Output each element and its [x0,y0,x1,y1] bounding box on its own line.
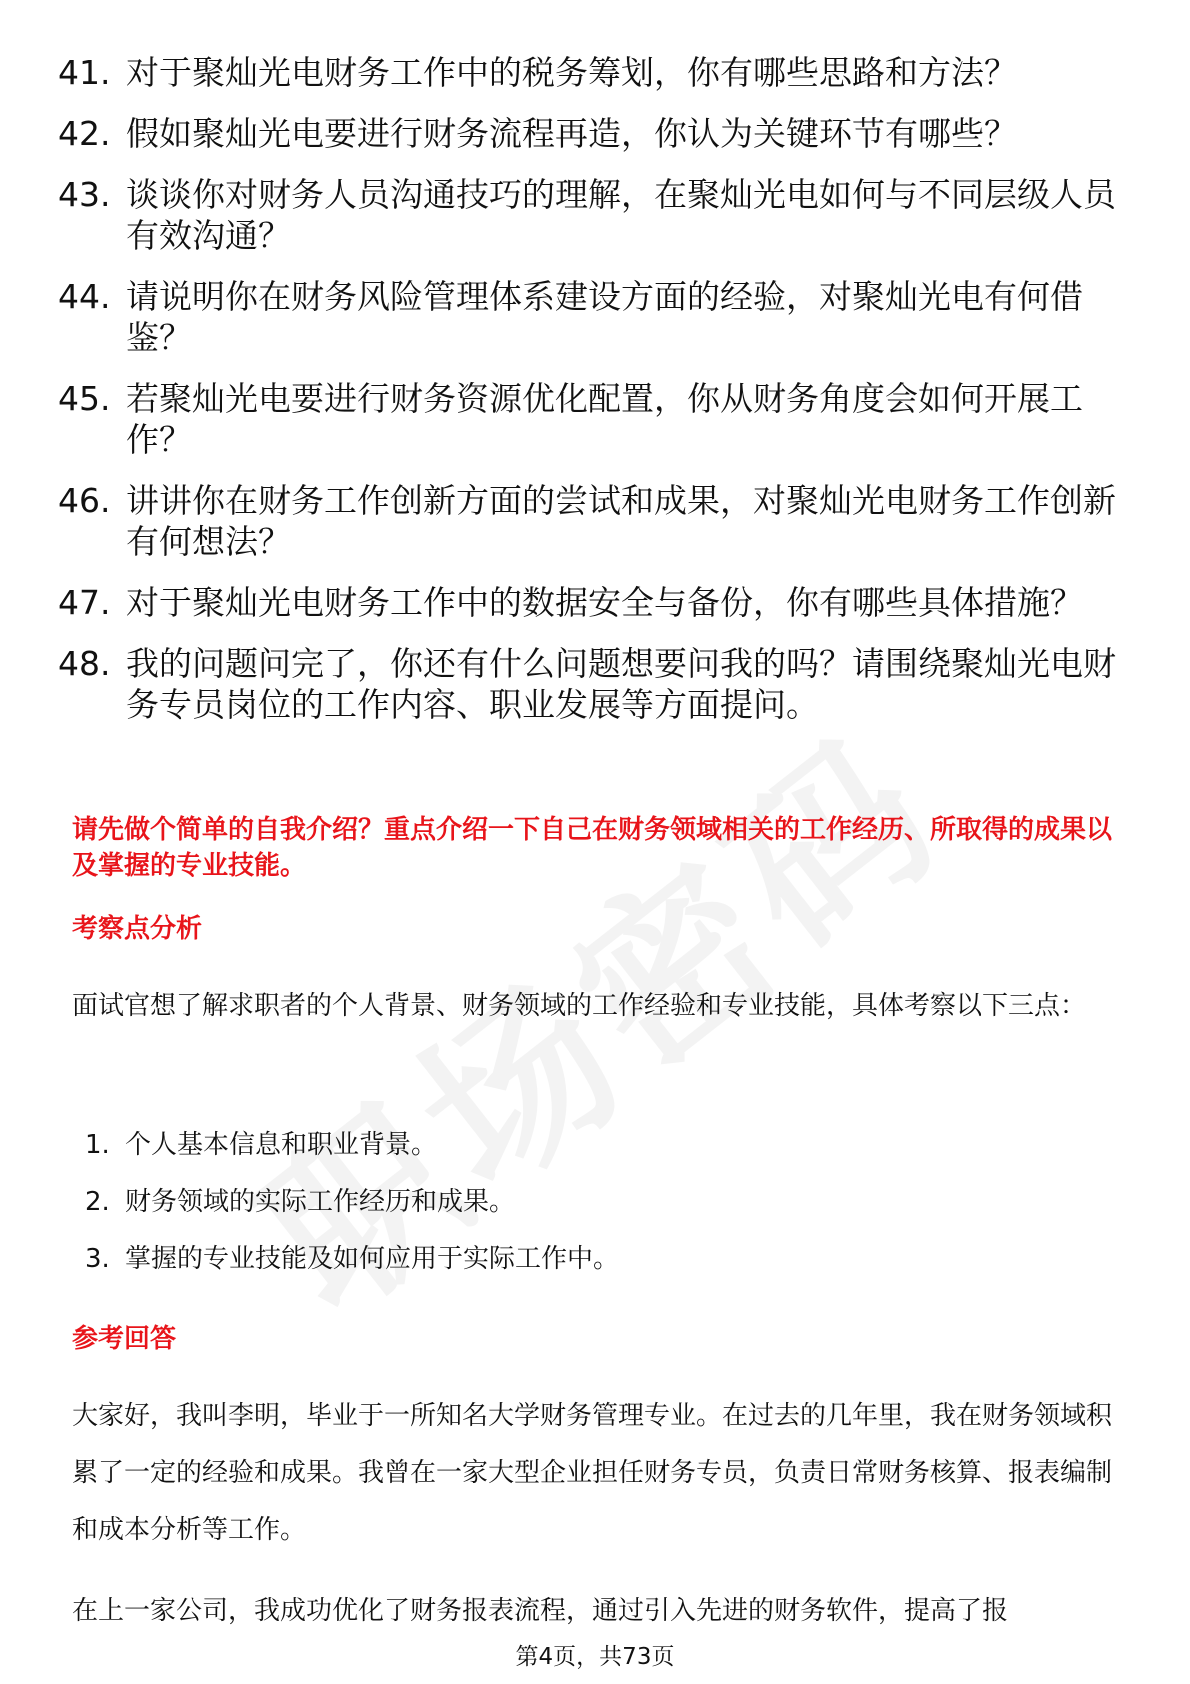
question-text: 对于聚灿光电财务工作中的税务筹划，你有哪些思路和方法？ [126,53,1017,92]
question-text: 请说明你在财务风险管理体系建设方面的经验，对聚灿光电有何借鉴？ [126,277,1083,357]
answer-heading: 参考回答 [72,1324,177,1354]
page-footer: 第4页，共73页 [515,1644,675,1670]
analysis-heading: 考察点分析 [72,914,203,944]
point-number: 2. [85,1187,110,1217]
question-number: 41. [58,53,111,92]
question-number: 42. [58,114,111,153]
question-text: 讲讲你在财务工作创新方面的尝试和成果，对聚灿光电财务工作创新有何想法？ [126,481,1116,561]
question-number: 48. [58,644,111,683]
question-text: 谈谈你对财务人员沟通技巧的理解，在聚灿光电如何与不同层级人员有效沟通？ [126,175,1116,255]
list-item [58,582,1118,623]
list-item [85,1117,1085,1174]
featured-question: 请先做个简单的自我介绍？重点介绍一下自己在财务领域相关的工作经历、所取得的成果以及掌握的专业技能。 [72,815,1113,881]
list-item [85,1231,1085,1288]
list-item [58,113,1118,154]
point-number: 3. [85,1244,110,1274]
question-number: 47. [58,583,111,622]
question-number: 43. [58,175,111,214]
question-number: 46. [58,481,111,520]
question-text: 若聚灿光电要进行财务资源优化配置，你从财务角度会如何开展工作？ [126,379,1083,459]
list-item [58,643,1118,725]
list-item [58,378,1118,460]
list-item [58,52,1118,93]
list-item [58,480,1118,562]
answer-paragraph: 在上一家公司，我成功优化了财务报表流程，通过引入先进的财务软件，提高了报 [72,1596,1009,1626]
point-number: 1. [85,1130,110,1160]
question-list [58,52,1118,745]
list-item [85,1174,1085,1231]
question-number: 45. [58,379,111,418]
list-item [58,276,1118,358]
point-text: 掌握的专业技能及如何应用于实际工作中。 [125,1244,620,1274]
analysis-intro: 面试官想了解求职者的个人背景、财务领域的工作经验和专业技能，具体考察以下三点： [72,991,1087,1021]
point-text: 财务领域的实际工作经历和成果。 [125,1187,516,1217]
question-text: 我的问题问完了，你还有什么问题想要问我的吗？请围绕聚灿光电财务专员岗位的工作内容、职业发展等方面提问。 [126,644,1116,724]
analysis-points [85,1117,1085,1288]
list-item [58,174,1118,256]
question-text: 对于聚灿光电财务工作中的数据安全与备份，你有哪些具体措施？ [126,583,1083,622]
answer-paragraph: 大家好，我叫李明，毕业于一所知名大学财务管理专业。在过去的几年里，我在财务领域积累了一定的经验和成果。我曾在一家大型企业担任财务专员，负责日常财务核算、报表编制和成本分析等工作。 [72,1401,1113,1545]
question-number: 44. [58,277,111,316]
point-text: 个人基本信息和职业背景。 [125,1130,438,1160]
question-text: 假如聚灿光电要进行财务流程再造，你认为关键环节有哪些？ [126,114,1017,153]
